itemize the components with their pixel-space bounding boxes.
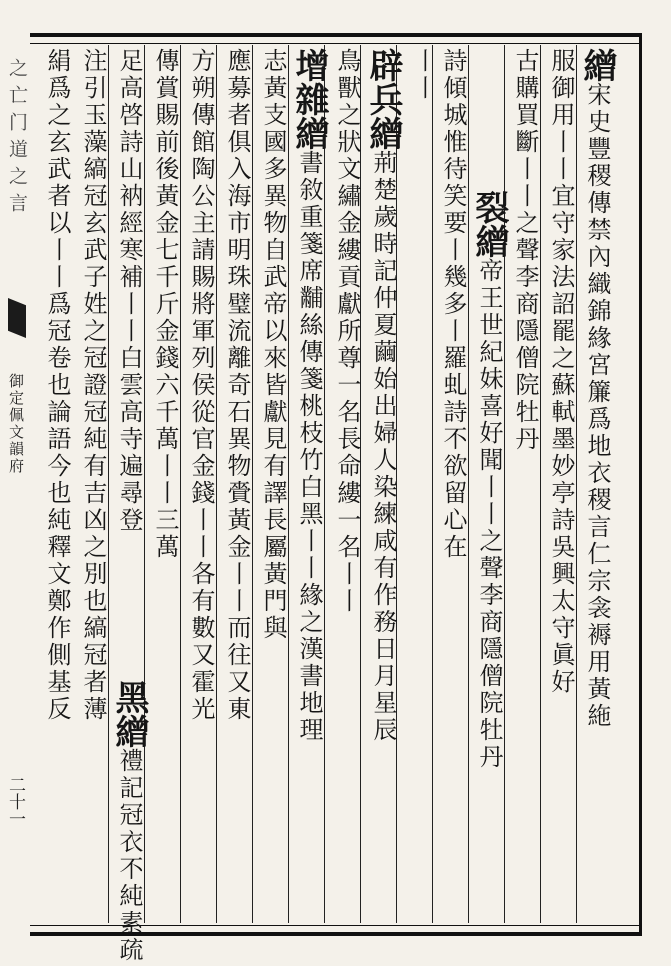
column-text: 鳥獸之狀文繡金縷貢獻所尊一名長命縷一名丨丨 (333, 48, 361, 615)
column-text: 服御用丨丨宜守家法詔罷之蘇軾墨妙亭詩吳興太守眞好 (547, 48, 575, 696)
column-text: 絹爲之玄武者以丨丨爲冠卷也論語今也純釋文鄭作側基反 (43, 48, 71, 723)
text-column-c16 (76, 48, 110, 920)
column-text: 古購買斷丨丨之聲李商隱僧院牡丹 (511, 48, 539, 453)
text-column-c14 (109, 680, 149, 964)
column-text: 足高啓詩山衲經寒補丨丨白雲高寺遍尋登 (115, 48, 143, 534)
column-text: 傳賞賜前後黃金七千斤金錢六千萬丨丨三萬 (151, 48, 179, 561)
text-column-c4 (469, 190, 509, 920)
page-margin (2, 48, 28, 928)
headword-char: 繒 (109, 714, 149, 748)
headword-char: 兵 (363, 82, 403, 116)
headword-char: 辟 (363, 48, 403, 82)
page-number: 二十一 (5, 776, 25, 827)
text-column-c7 (363, 48, 403, 920)
column-text: 禮記冠衣不純素疏 (115, 748, 143, 964)
text-column-c11 (220, 48, 254, 920)
margin-fragment: 之亡门道之言 (6, 58, 28, 220)
frame-inner-top (30, 43, 642, 44)
book-title: 御定佩文韻府 (7, 373, 25, 475)
text-column-c15 (112, 48, 146, 688)
column-text: 應募者俱入海市明珠璧流離奇石異物賫黃金丨丨而往又東 (223, 48, 251, 723)
fish-tail-mark (8, 298, 26, 338)
headword-char: 繒 (577, 48, 617, 82)
frame-right-edge (639, 37, 642, 932)
text-column-c2 (544, 48, 578, 920)
column-text: 志黃支國多異物自武帝以來皆獻見有譯長屬黃門與 (259, 48, 287, 642)
text-column-c10 (256, 48, 290, 920)
headword-char: 黑 (109, 680, 149, 714)
headword-char: 雜 (289, 82, 329, 116)
headword-char: 繒 (363, 116, 403, 150)
column-text: 書敘重箋席黼絲傳箋桃枝竹白黑丨丨緣之漢書地理 (295, 150, 323, 744)
headword-char: 裂 (469, 190, 509, 224)
text-column-c8 (330, 48, 364, 920)
text-column-c13 (148, 48, 182, 920)
column-text: 帝王世紀妹喜好聞丨丨之聲李商隱僧院牡丹 (475, 258, 503, 771)
headword-char: 繒 (469, 224, 509, 258)
column-text: 丨丨 (409, 48, 437, 102)
column-text: 詩傾城惟待笑要丨幾多丨羅虬詩不欲留心在 (439, 48, 467, 561)
column-text: 宋史豐稷傳禁內織錦緣宮簾爲地衣稷言仁宗衾褥用黃絁 (583, 82, 611, 730)
text-column-c3 (508, 48, 542, 453)
text-column-c17 (40, 48, 74, 920)
text-column-c1 (577, 48, 617, 920)
headword-char: 增 (289, 48, 329, 82)
text-column-c5 (436, 48, 470, 920)
column-text: 方朔傳館陶公主請賜將軍列侯從官金錢丨丨各有數又霍光 (187, 48, 215, 723)
text-column-c9 (289, 48, 329, 920)
headword-char: 繒 (289, 116, 329, 150)
text-column-c12 (184, 48, 218, 920)
column-text: 注引玉藻縞冠玄武子姓之冠證冠純有吉凶之別也縞冠者薄 (79, 48, 107, 723)
column-text: 荊楚歲時記仲夏繭始出婦人染練咸有作務日月星辰 (369, 150, 397, 744)
text-column-c6 (406, 48, 440, 920)
